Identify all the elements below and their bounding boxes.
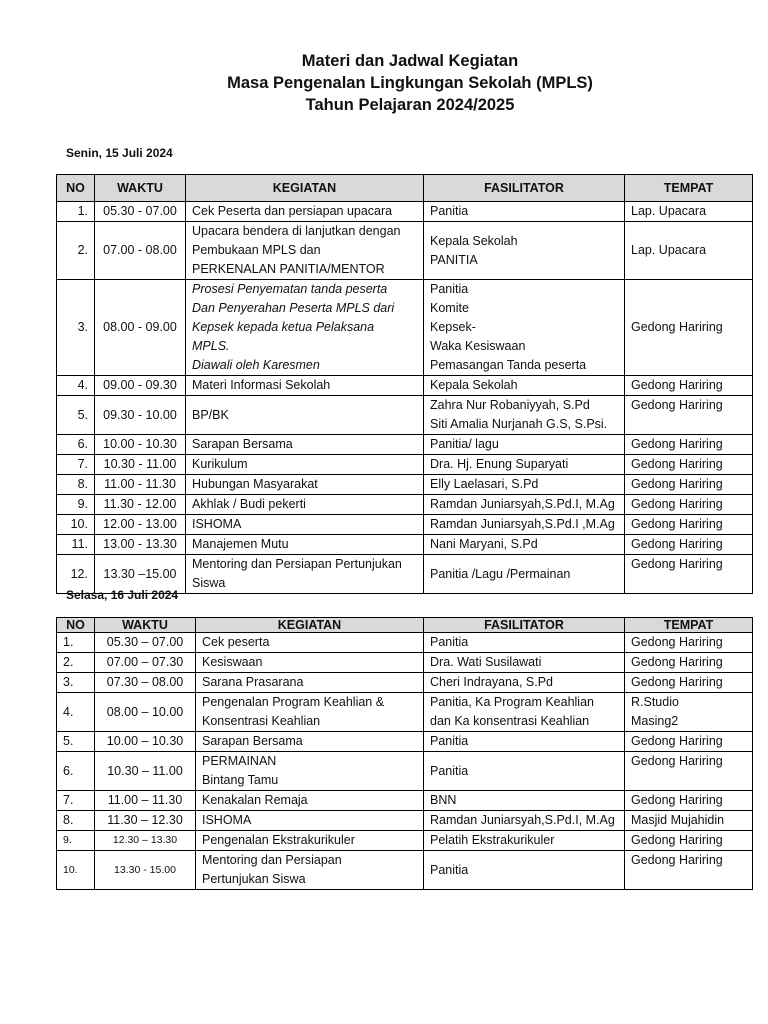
cell-line: Elly Laelasari, S.Pd: [430, 477, 539, 491]
cell-fasilitator: [424, 831, 625, 851]
cell-line: Gedong Hariring: [631, 457, 723, 471]
cell-line: Kesiswaan: [202, 655, 263, 669]
cell-tempat: [625, 791, 753, 811]
cell-line: Panitia/ lagu: [430, 437, 499, 451]
cell-no: 12.: [57, 555, 95, 594]
header-tempat: TEMPAT: [625, 618, 753, 633]
cell-tempat: [625, 222, 753, 280]
cell-line: Mentoring dan Persiapan Pertunjukan: [192, 557, 402, 571]
cell-no: 5.: [57, 732, 95, 752]
cell-line: Panitia, Ka Program Keahlian: [430, 695, 594, 709]
cell-line: Sarapan Bersama: [192, 437, 293, 451]
cell-line: Dan Penyerahan Peserta MPLS dari: [192, 301, 395, 315]
cell-line: Ramdan Juniarsyah,S.Pd.I, M.Ag: [430, 497, 615, 511]
table-row: [57, 202, 753, 222]
cell-kegiatan: [196, 831, 424, 851]
cell-kegiatan: [186, 376, 424, 396]
cell-no: 3.: [57, 280, 95, 376]
cell-kegiatan: [186, 435, 424, 455]
cell-tempat: [625, 515, 753, 535]
cell-line: Materi Informasi Sekolah: [192, 378, 331, 392]
cell-waktu: 10.30 – 11.00: [95, 752, 196, 791]
cell-line: Masing2: [631, 714, 679, 728]
cell-waktu: 11.30 - 12.00: [95, 495, 186, 515]
cell-no: 2.: [57, 222, 95, 280]
cell-line: Pelatih Ekstrakurikuler: [430, 833, 555, 847]
cell-no: 9.: [57, 831, 95, 851]
cell-waktu: 10.30 - 11.00: [95, 455, 186, 475]
header-kegiatan: KEGIATAN: [196, 618, 424, 633]
cell-line: Kepsek-: [430, 320, 476, 334]
cell-line: Cek peserta: [202, 635, 270, 649]
header-tempat: TEMPAT: [625, 175, 753, 202]
cell-line: ISHOMA: [192, 517, 242, 531]
schedule-table-day1: [56, 174, 753, 594]
cell-fasilitator: [424, 396, 625, 435]
cell-fasilitator: [424, 535, 625, 555]
cell-no: 11.: [57, 535, 95, 555]
cell-line: Lap. Upacara: [631, 243, 707, 257]
table-row: [57, 732, 753, 752]
table-row: [57, 673, 753, 693]
cell-fasilitator: [424, 202, 625, 222]
cell-kegiatan: [196, 693, 424, 732]
cell-waktu: 12.00 - 13.00: [95, 515, 186, 535]
cell-waktu: 08.00 - 09.00: [95, 280, 186, 376]
cell-line: Kepala Sekolah: [430, 233, 518, 248]
header-waktu: WAKTU: [95, 618, 196, 633]
cell-line: Panitia: [430, 635, 469, 649]
cell-line: Panitia /Lagu /Permainan: [430, 566, 571, 581]
cell-line: Gedong Hariring: [631, 517, 723, 531]
day2-label: Selasa, 16 Juli 2024: [66, 588, 179, 602]
cell-waktu: 05.30 – 07.00: [95, 633, 196, 653]
cell-fasilitator: [424, 455, 625, 475]
cell-no: 7.: [57, 791, 95, 811]
title-line-1: Materi dan Jadwal Kegiatan: [301, 52, 519, 70]
table-row: [57, 851, 753, 890]
cell-line: Gedong Hariring: [631, 378, 723, 392]
cell-tempat: [625, 280, 753, 376]
cell-tempat: [625, 555, 753, 594]
cell-tempat: [625, 851, 753, 890]
cell-line: Gedong Hariring: [631, 477, 723, 491]
cell-line: Gedong Hariring: [631, 398, 723, 412]
table-row: [57, 831, 753, 851]
cell-line: Lap. Upacara: [631, 204, 707, 218]
cell-waktu: 09.30 - 10.00: [95, 396, 186, 435]
cell-tempat: [625, 396, 753, 435]
cell-fasilitator: [424, 376, 625, 396]
cell-tempat: [625, 653, 753, 673]
cell-line: Gedong Hariring: [631, 833, 723, 847]
cell-line: Gedong Hariring: [631, 655, 723, 669]
schedule-table-day2: [56, 617, 753, 890]
cell-no: 10.: [57, 515, 95, 535]
header-fasilitator: FASILITATOR: [424, 618, 625, 633]
cell-tempat: [625, 495, 753, 515]
cell-fasilitator: [424, 653, 625, 673]
cell-line: Diawali oleh Karesmen: [192, 358, 320, 372]
cell-kegiatan: [186, 495, 424, 515]
table-row: [57, 653, 753, 673]
table-row: [57, 693, 753, 732]
cell-kegiatan: [186, 280, 424, 376]
cell-kegiatan: [186, 535, 424, 555]
cell-line: Gedong Hariring: [631, 675, 723, 689]
cell-waktu: 09.00 - 09.30: [95, 376, 186, 396]
cell-line: Gedong Hariring: [631, 497, 723, 511]
cell-line: dan Ka konsentrasi Keahlian: [430, 714, 590, 728]
cell-no: 8.: [57, 811, 95, 831]
table-row: [57, 222, 753, 280]
cell-line: Pemasangan Tanda peserta: [430, 358, 587, 372]
cell-kegiatan: [196, 673, 424, 693]
cell-line: Manajemen Mutu: [192, 537, 289, 551]
header-waktu: WAKTU: [95, 175, 186, 202]
cell-tempat: [625, 732, 753, 752]
cell-line: Gedong Hariring: [631, 754, 723, 768]
cell-tempat: [625, 202, 753, 222]
cell-waktu: 07.00 - 08.00: [95, 222, 186, 280]
cell-kegiatan: [186, 455, 424, 475]
cell-line: Zahra Nur Robaniyyah, S.Pd: [430, 398, 590, 412]
cell-line: Konsentrasi Keahlian: [202, 714, 321, 728]
cell-line: Panitia: [430, 282, 469, 296]
cell-no: 7.: [57, 455, 95, 475]
cell-waktu: 08.00 – 10.00: [95, 693, 196, 732]
cell-tempat: [625, 535, 753, 555]
cell-waktu: 11.00 - 11.30: [95, 475, 186, 495]
cell-fasilitator: [424, 752, 625, 791]
cell-line: Kurikulum: [192, 457, 248, 471]
cell-no: 5.: [57, 396, 95, 435]
cell-line: Gedong Hariring: [631, 734, 723, 748]
header-kegiatan: KEGIATAN: [186, 175, 424, 202]
cell-tempat: [625, 693, 753, 732]
cell-line: Dra. Hj. Enung Suparyati: [430, 457, 569, 471]
cell-tempat: [625, 376, 753, 396]
cell-fasilitator: [424, 633, 625, 653]
cell-line: Pembukaan MPLS dan: [192, 243, 321, 257]
cell-line: Kepala Sekolah: [430, 378, 518, 392]
cell-line: Hubungan Masyarakat: [192, 477, 318, 491]
cell-tempat: [625, 633, 753, 653]
cell-line: R.Studio: [631, 695, 679, 709]
cell-fasilitator: [424, 280, 625, 376]
cell-fasilitator: [424, 555, 625, 594]
cell-line: Waka Kesiswaan: [430, 339, 526, 353]
cell-line: Gedong Hariring: [631, 635, 723, 649]
cell-line: BP/BK: [192, 407, 229, 422]
cell-fasilitator: [424, 515, 625, 535]
cell-line: Panitia: [430, 204, 469, 218]
cell-waktu: 10.00 – 10.30: [95, 732, 196, 752]
cell-waktu: 12.30 – 13.30: [95, 831, 196, 851]
cell-waktu: 07.00 – 07.30: [95, 653, 196, 673]
cell-line: Panitia: [430, 734, 469, 748]
cell-fasilitator: [424, 475, 625, 495]
cell-kegiatan: [186, 222, 424, 280]
cell-kegiatan: [196, 633, 424, 653]
table-row: [57, 455, 753, 475]
cell-line: Kenakalan Remaja: [202, 793, 308, 807]
cell-fasilitator: [424, 851, 625, 890]
cell-fasilitator: [424, 811, 625, 831]
cell-no: 2.: [57, 653, 95, 673]
cell-kegiatan: [196, 791, 424, 811]
cell-fasilitator: [424, 693, 625, 732]
cell-line: Ramdan Juniarsyah,S.Pd.I ,M.Ag: [430, 517, 615, 531]
cell-tempat: [625, 752, 753, 791]
table-row: [57, 811, 753, 831]
cell-waktu: 13.00 - 13.30: [95, 535, 186, 555]
cell-line: PANITIA: [430, 252, 478, 267]
cell-line: Gedong Hariring: [631, 437, 723, 451]
cell-waktu: 07.30 – 08.00: [95, 673, 196, 693]
table-row: [57, 633, 753, 653]
cell-line: PERKENALAN PANITIA/MENTOR: [192, 262, 385, 276]
table-row: [57, 475, 753, 495]
cell-line: Siswa: [192, 576, 226, 590]
cell-tempat: [625, 435, 753, 455]
cell-line: ISHOMA: [202, 813, 252, 827]
cell-line: Panitia: [430, 862, 469, 877]
cell-line: Pertunjukan Siswa: [202, 872, 306, 886]
cell-no: 1.: [57, 202, 95, 222]
cell-line: Kepsek kepada ketua Pelaksana: [192, 320, 375, 334]
cell-no: 10.: [57, 851, 95, 890]
cell-waktu: 10.00 - 10.30: [95, 435, 186, 455]
cell-line: Gedong Hariring: [631, 537, 723, 551]
cell-no: 9.: [57, 495, 95, 515]
cell-tempat: [625, 475, 753, 495]
cell-no: 3.: [57, 673, 95, 693]
cell-waktu: 05.30 - 07.00: [95, 202, 186, 222]
cell-kegiatan: [196, 851, 424, 890]
cell-waktu: 11.00 – 11.30: [95, 791, 196, 811]
cell-no: 6.: [57, 752, 95, 791]
day1-label: Senin, 15 Juli 2024: [66, 146, 173, 160]
table-row: [57, 535, 753, 555]
cell-kegiatan: [196, 732, 424, 752]
cell-line: BNN: [430, 793, 457, 807]
cell-line: Mentoring dan Persiapan: [202, 853, 342, 867]
cell-kegiatan: [196, 752, 424, 791]
cell-fasilitator: [424, 222, 625, 280]
table-row: [57, 435, 753, 455]
cell-fasilitator: [424, 495, 625, 515]
cell-no: 6.: [57, 435, 95, 455]
header-no: NO: [57, 175, 95, 202]
cell-kegiatan: [186, 475, 424, 495]
cell-fasilitator: [424, 435, 625, 455]
cell-line: Masjid Mujahidin: [631, 813, 725, 827]
cell-waktu: 13.30 –15.00: [95, 555, 186, 594]
cell-fasilitator: [424, 791, 625, 811]
cell-line: Cheri Indrayana, S.Pd: [430, 675, 553, 689]
cell-kegiatan: [196, 653, 424, 673]
cell-no: 8.: [57, 475, 95, 495]
table-row: [57, 515, 753, 535]
cell-line: PERMAINAN: [202, 754, 277, 768]
table-row: [57, 280, 753, 376]
cell-line: Bintang Tamu: [202, 773, 279, 787]
cell-line: Pengenalan Ekstrakurikuler: [202, 833, 355, 847]
cell-line: Ramdan Juniarsyah,S.Pd.I, M.Ag: [430, 813, 615, 827]
cell-tempat: [625, 673, 753, 693]
cell-line: Gedong Hariring: [631, 320, 723, 334]
cell-kegiatan: [186, 202, 424, 222]
table-row: [57, 752, 753, 791]
cell-line: Cek Peserta dan persiapan upacara: [192, 204, 393, 218]
title-line-3: Tahun Pelajaran 2024/2025: [305, 96, 515, 114]
cell-no: 4.: [57, 376, 95, 396]
cell-line: Sarapan Bersama: [202, 734, 303, 748]
header-fasilitator: FASILITATOR: [424, 175, 625, 202]
cell-kegiatan: [196, 811, 424, 831]
cell-line: Prosesi Penyematan tanda peserta: [192, 282, 388, 296]
cell-fasilitator: [424, 732, 625, 752]
cell-line: Gedong Hariring: [631, 557, 723, 571]
cell-line: Upacara bendera di lanjutkan dengan: [192, 224, 401, 238]
cell-line: Panitia: [430, 763, 469, 778]
table-row: [57, 791, 753, 811]
cell-line: Sarana Prasarana: [202, 675, 304, 689]
cell-line: Siti Amalia Nurjanah G.S, S.Psi.: [430, 417, 608, 431]
table-row: [57, 495, 753, 515]
cell-tempat: [625, 811, 753, 831]
cell-line: Pengenalan Program Keahlian &: [202, 695, 385, 709]
header-no: NO: [57, 618, 95, 633]
cell-fasilitator: [424, 673, 625, 693]
cell-line: Gedong Hariring: [631, 793, 723, 807]
table-row: [57, 376, 753, 396]
cell-line: Akhlak / Budi pekerti: [192, 497, 306, 511]
cell-line: Gedong Hariring: [631, 853, 723, 867]
table-row: [57, 396, 753, 435]
cell-line: Komite: [430, 301, 469, 315]
cell-line: Nani Maryani, S.Pd: [430, 537, 538, 551]
cell-waktu: 13.30 - 15.00: [95, 851, 196, 890]
cell-kegiatan: [186, 396, 424, 435]
cell-tempat: [625, 831, 753, 851]
cell-no: 1.: [57, 633, 95, 653]
document-title: [0, 50, 768, 116]
cell-tempat: [625, 455, 753, 475]
cell-kegiatan: [186, 555, 424, 594]
cell-line: MPLS.: [192, 339, 230, 353]
cell-line: Dra. Wati Susilawati: [430, 655, 542, 669]
cell-waktu: 11.30 – 12.30: [95, 811, 196, 831]
cell-kegiatan: [186, 515, 424, 535]
title-line-2: Masa Pengenalan Lingkungan Sekolah (MPLS): [227, 74, 593, 92]
cell-no: 4.: [57, 693, 95, 732]
